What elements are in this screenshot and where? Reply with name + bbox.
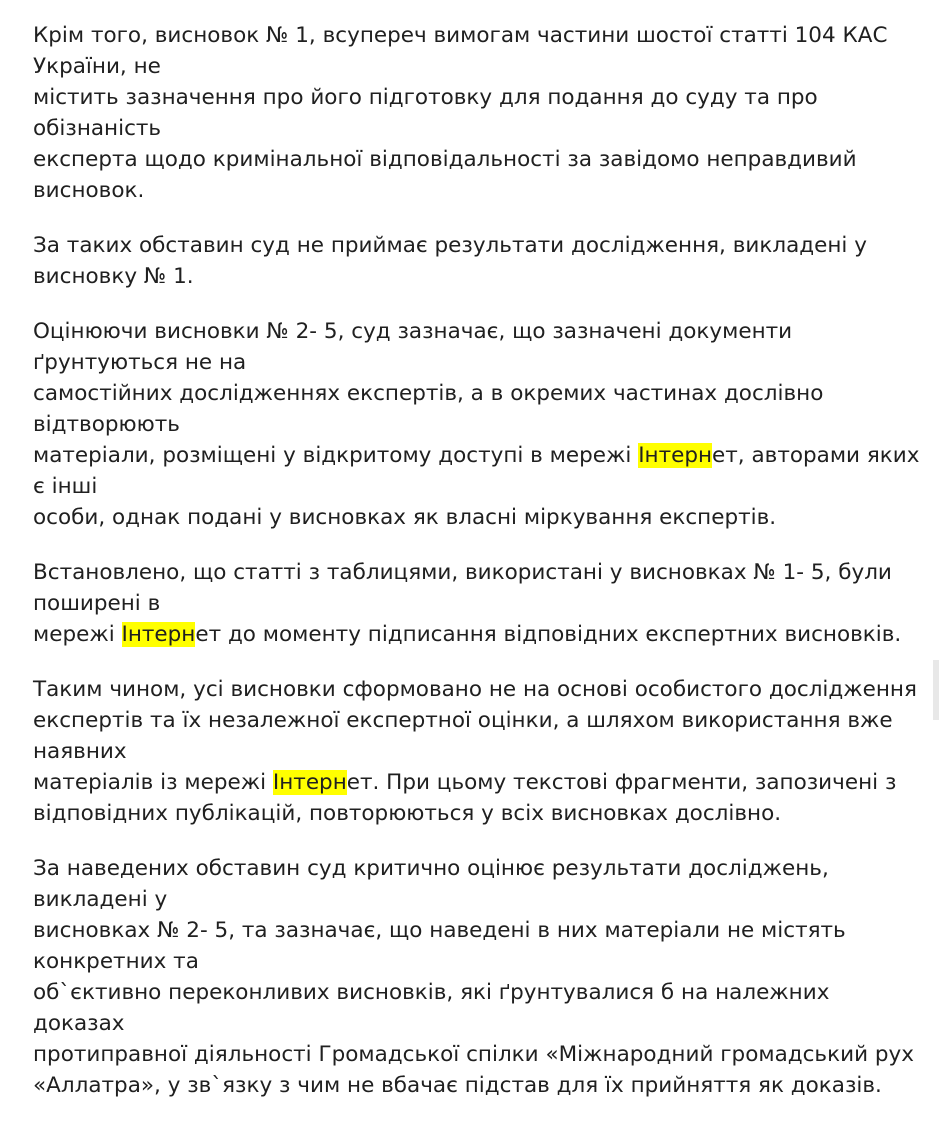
highlighted-term: Інтерн (272, 770, 347, 795)
text-run: ет до моменту підписання відповідних експертних висновків. (195, 622, 902, 647)
paragraph (33, 557, 923, 650)
paragraph (33, 20, 923, 206)
paragraph (33, 674, 923, 829)
text-run: Таким чином, усі висновки сформовано не на основі особистого дослідження експертів та їх незалежної експертної оцінки, а шляхом використання вже наявних матеріалів із мережі (33, 677, 917, 795)
paragraph (33, 230, 923, 292)
text-run: ет. При цьому текстові фрагменти, запозичені з відповідних публікацій, повторюються у всіх висновках дослівно. (33, 770, 897, 826)
highlighted-term: Інтерн (638, 443, 713, 468)
highlighted-term: Інтерн (121, 622, 196, 647)
text-run: Встановлено, що статті з таблицями, використані у висновках № 1- 5, були поширені в мережі (33, 560, 892, 647)
text-run: ет, авторами яких є інші особи, однак подані у висновках як власні міркування експертів. (33, 443, 920, 530)
text-run: За наведених обставин суд критично оцінює результати досліджень, викладені у висновках № 2- 5, та зазначає, що наведені в них матеріали не містять конкретних та об`єктивно переконливих висновків, які ґрунтувалися б на належних доказах протиправної діяльності Громадської спілки «Міжнародний громадський рух «Аллатра», у зв`язку з чим не вбачає підстав для їх прийняття як доказів. (33, 856, 914, 1098)
paragraph (33, 316, 923, 533)
text-run: Оцінюючи висновки № 2- 5, суд зазначає, що зазначені документи ґрунтуються не на самостійних дослідженнях експертів, а в окремих частинах дослівно відтворюють матеріали, розміщені у відкритому доступі в мережі (33, 319, 824, 468)
paragraph (33, 853, 923, 1101)
document-body (33, 20, 923, 1125)
text-run: Крім того, висновок № 1, всупереч вимогам частини шостої статті 104 КАС України, не містить зазначення про його підготовку для подання до суду та про обізнаність експерта щодо кримінальної відповідальності за завідомо неправдивий висновок. (33, 23, 888, 203)
text-run: За таких обставин суд не приймає результати дослідження, викладені у висновку № 1. (33, 233, 867, 289)
scrollbar-thumb[interactable] (933, 660, 939, 720)
